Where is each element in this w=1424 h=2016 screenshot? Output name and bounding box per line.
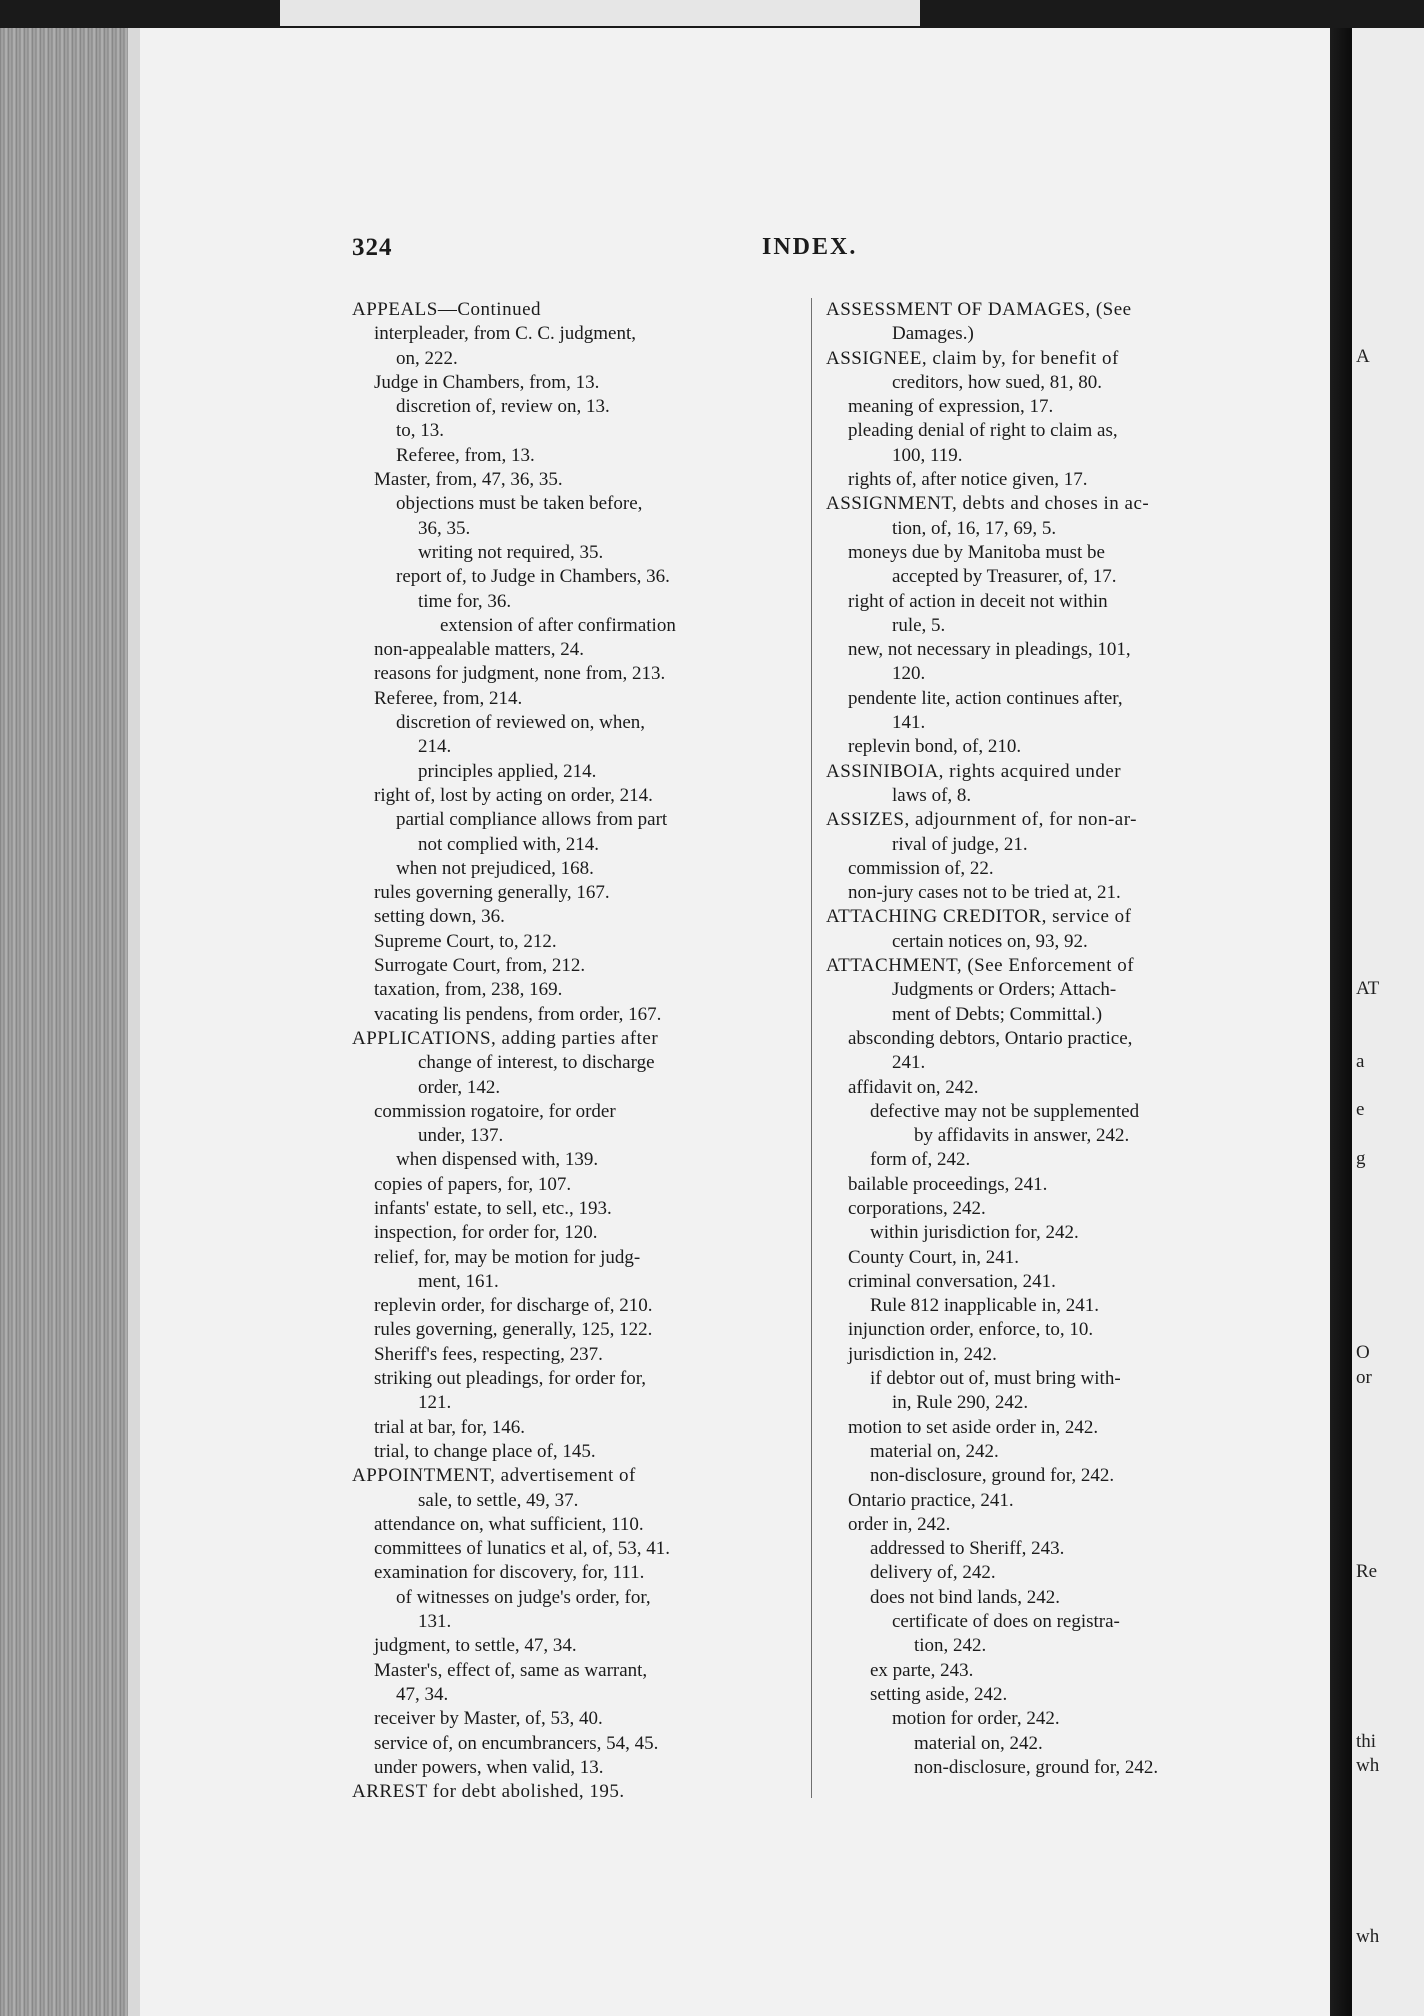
index-entry: vacating lis pendens, from order, 167.: [374, 1003, 662, 1025]
column-divider: [811, 298, 812, 1798]
index-entry: Surrogate Court, from, 212.: [374, 955, 586, 977]
index-entry: right of, lost by acting on order, 214.: [374, 784, 653, 806]
index-entry: if debtor out of, must bring with-: [870, 1368, 1121, 1390]
index-entry: when not prejudiced, 168.: [396, 857, 594, 879]
index-heading: ATTACHMENT, (See Enforcement of: [826, 955, 1135, 977]
index-heading: ASSIZES, adjournment of, for non-ar-: [826, 809, 1138, 831]
book-spine: [0, 28, 140, 2016]
book-gutter: [1330, 28, 1352, 2016]
index-entry: jurisdiction in, 242.: [848, 1343, 997, 1365]
index-entry: 100, 119.: [892, 444, 963, 466]
index-entry: corporations, 242.: [848, 1197, 986, 1219]
index-entry: commission rogatoire, for order: [374, 1100, 616, 1122]
index-entry: copies of papers, for, 107.: [374, 1173, 572, 1195]
index-entry: commission of, 22.: [848, 857, 994, 879]
adjacent-page-fragment: [1352, 28, 1424, 2016]
index-entry: replevin bond, of, 210.: [848, 736, 1022, 758]
index-entry: non-disclosure, ground for, 242.: [914, 1756, 1159, 1778]
index-entry: under powers, when valid, 13.: [374, 1756, 604, 1778]
index-entry: Supreme Court, to, 212.: [374, 930, 557, 952]
adjacent-page-text: wh: [1356, 1755, 1380, 1777]
index-entry: injunction order, enforce, to, 10.: [848, 1319, 1094, 1341]
index-entry: extension of after confirmation: [440, 614, 676, 636]
page-title: INDEX.: [762, 234, 858, 260]
index-entry: attendance on, what sufficient, 110.: [374, 1513, 644, 1535]
index-entry: does not bind lands, 242.: [870, 1586, 1060, 1608]
index-entry: ment, 161.: [418, 1270, 499, 1292]
index-entry: in, Rule 290, 242.: [892, 1392, 1029, 1414]
index-entry: 36, 35.: [418, 517, 471, 539]
index-entry: order in, 242.: [848, 1513, 951, 1535]
index-entry: non-disclosure, ground for, 242.: [870, 1465, 1115, 1487]
index-entry: rules governing, generally, 125, 122.: [374, 1319, 653, 1341]
index-entry: Sheriff's fees, respecting, 237.: [374, 1343, 603, 1365]
index-entry: order, 142.: [418, 1076, 501, 1098]
index-entry: 141.: [892, 712, 926, 734]
index-entry: Damages.): [892, 323, 974, 345]
index-entry: laws of, 8.: [892, 784, 972, 806]
index-entry: time for, 36.: [418, 590, 512, 612]
index-entry: certificate of does on registra-: [892, 1611, 1120, 1633]
index-entry: rules governing generally, 167.: [374, 882, 610, 904]
index-entry: accepted by Treasurer, of, 17.: [892, 566, 1117, 588]
index-entry: 47, 34.: [396, 1683, 449, 1705]
index-entry: moneys due by Manitoba must be: [848, 541, 1105, 563]
adjacent-page-text: O: [1356, 1342, 1370, 1364]
index-entry: pendente lite, action continues after,: [848, 687, 1123, 709]
index-entry: 241.: [892, 1052, 926, 1074]
adjacent-page-text: e: [1356, 1099, 1365, 1121]
index-entry: principles applied, 214.: [418, 760, 597, 782]
index-entry: committees of lunatics et al, of, 53, 41.: [374, 1538, 671, 1560]
index-entry: change of interest, to discharge: [418, 1052, 655, 1074]
index-entry: meaning of expression, 17.: [848, 396, 1054, 418]
index-entry: Master, from, 47, 36, 35.: [374, 469, 563, 491]
index-entry: 121.: [418, 1392, 452, 1414]
index-entry: by affidavits in answer, 242.: [914, 1125, 1130, 1147]
index-entry: discretion of reviewed on, when,: [396, 712, 646, 734]
index-entry: reasons for judgment, none from, 213.: [374, 663, 666, 685]
index-entry: within jurisdiction for, 242.: [870, 1222, 1079, 1244]
index-entry: absconding debtors, Ontario practice,: [848, 1027, 1133, 1049]
index-entry: non-appealable matters, 24.: [374, 639, 584, 661]
index-entry: pleading denial of right to claim as,: [848, 420, 1118, 442]
index-entry: setting down, 36.: [374, 906, 505, 928]
index-entry: new, not necessary in pleadings, 101,: [848, 639, 1131, 661]
index-entry: under, 137.: [418, 1125, 504, 1147]
index-entry: addressed to Sheriff, 243.: [870, 1538, 1065, 1560]
index-entry: 131.: [418, 1611, 452, 1633]
index-entry: Referee, from, 13.: [396, 444, 535, 466]
index-entry: non-jury cases not to be tried at, 21.: [848, 882, 1121, 904]
index-entry: 120.: [892, 663, 926, 685]
index-heading: ASSINIBOIA, rights acquired under: [826, 760, 1122, 782]
adjacent-page-text: thi: [1356, 1731, 1377, 1753]
index-entry: examination for discovery, for, 111.: [374, 1562, 645, 1584]
page-number: 324: [352, 234, 393, 261]
index-entry: creditors, how sued, 81, 80.: [892, 371, 1103, 393]
index-entry: trial, to change place of, 145.: [374, 1440, 596, 1462]
index-entry: rival of judge, 21.: [892, 833, 1028, 855]
index-entry: Judge in Chambers, from, 13.: [374, 371, 600, 393]
scan-top-light: [280, 0, 920, 26]
index-heading: APPOINTMENT, advertisement of: [352, 1465, 636, 1487]
index-entry: of witnesses on judge's order, for,: [396, 1586, 651, 1608]
index-entry: form of, 242.: [870, 1149, 971, 1171]
index-entry: setting aside, 242.: [870, 1683, 1008, 1705]
index-entry: when dispensed with, 139.: [396, 1149, 599, 1171]
index-entry: discretion of, review on, 13.: [396, 396, 610, 418]
index-entry: to, 13.: [396, 420, 445, 442]
index-entry: judgment, to settle, 47, 34.: [374, 1635, 577, 1657]
scan-top-strip: [0, 0, 1424, 28]
index-heading: APPLICATIONS, adding parties after: [352, 1027, 659, 1049]
index-entry: taxation, from, 238, 169.: [374, 979, 563, 1001]
index-entry: Master's, effect of, same as warrant,: [374, 1659, 648, 1681]
index-heading: ASSIGNMENT, debts and choses in ac-: [826, 493, 1150, 515]
index-entry: tion, 242.: [914, 1635, 987, 1657]
index-entry: striking out pleadings, for order for,: [374, 1368, 647, 1390]
index-heading: APPEALS—Continued: [352, 299, 542, 320]
index-entry: Ontario practice, 241.: [848, 1489, 1014, 1511]
index-entry: service of, on encumbrancers, 54, 45.: [374, 1732, 659, 1754]
index-entry: ment of Debts; Committal.): [892, 1003, 1103, 1025]
index-entry: tion, of, 16, 17, 69, 5.: [892, 517, 1057, 539]
index-entry: bailable proceedings, 241.: [848, 1173, 1048, 1195]
adjacent-page-text: or: [1356, 1366, 1372, 1388]
index-heading: ASSESSMENT OF DAMAGES, (See: [826, 299, 1132, 320]
index-entry: Rule 812 inapplicable in, 241.: [870, 1295, 1100, 1317]
index-entry: criminal conversation, 241.: [848, 1270, 1056, 1292]
index-entry: 214.: [418, 736, 452, 758]
index-entry: ex parte, 243.: [870, 1659, 974, 1681]
index-entry: writing not required, 35.: [418, 541, 604, 563]
index-heading: ARREST for debt abolished, 195.: [352, 1781, 625, 1803]
index-entry: interpleader, from C. C. judgment,: [374, 323, 637, 345]
index-entry: replevin order, for discharge of, 210.: [374, 1295, 653, 1317]
index-entry: report of, to Judge in Chambers, 36.: [396, 566, 670, 588]
index-entry: affidavit on, 242.: [848, 1076, 979, 1098]
index-entry: infants' estate, to sell, etc., 193.: [374, 1197, 612, 1219]
index-entry: on, 222.: [396, 347, 458, 369]
index-entry: material on, 242.: [914, 1732, 1043, 1754]
index-entry: Judgments or Orders; Attach-: [892, 979, 1117, 1001]
index-entry: rights of, after notice given, 17.: [848, 469, 1088, 491]
index-entry: material on, 242.: [870, 1440, 999, 1462]
index-entry: rule, 5.: [892, 614, 946, 636]
index-entry: relief, for, may be motion for judg-: [374, 1246, 641, 1268]
index-entry: inspection, for order for, 120.: [374, 1222, 598, 1244]
adjacent-page-text: Re: [1356, 1561, 1378, 1582]
adjacent-page-text: AT: [1356, 977, 1380, 999]
index-entry: motion for order, 242.: [892, 1708, 1060, 1730]
index-entry: receiver by Master, of, 53, 40.: [374, 1708, 603, 1730]
adjacent-page-text: A: [1356, 346, 1370, 367]
adjacent-page-text: wh: [1356, 1925, 1380, 1947]
index-entry: County Court, in, 241.: [848, 1246, 1020, 1268]
index-heading: ATTACHING CREDITOR, service of: [826, 906, 1132, 928]
index-entry: not complied with, 214.: [418, 833, 600, 855]
index-entry: defective may not be supplemented: [870, 1100, 1140, 1122]
index-entry: motion to set aside order in, 242.: [848, 1416, 1099, 1438]
index-entry: partial compliance allows from part: [396, 809, 668, 831]
index-entry: Referee, from, 214.: [374, 687, 523, 709]
index-entry: certain notices on, 93, 92.: [892, 930, 1088, 952]
index-column-left: [352, 298, 796, 1804]
adjacent-page-text: g: [1356, 1147, 1366, 1169]
index-heading: ASSIGNEE, claim by, for benefit of: [826, 347, 1119, 369]
index-column-right: [826, 298, 1266, 1780]
adjacent-page-text: a: [1356, 1050, 1365, 1072]
index-entry: right of action in deceit not within: [848, 590, 1108, 612]
index-entry: objections must be taken before,: [396, 493, 643, 515]
index-entry: delivery of, 242.: [870, 1562, 996, 1584]
index-entry: sale, to settle, 49, 37.: [418, 1489, 579, 1511]
index-entry: trial at bar, for, 146.: [374, 1416, 525, 1438]
